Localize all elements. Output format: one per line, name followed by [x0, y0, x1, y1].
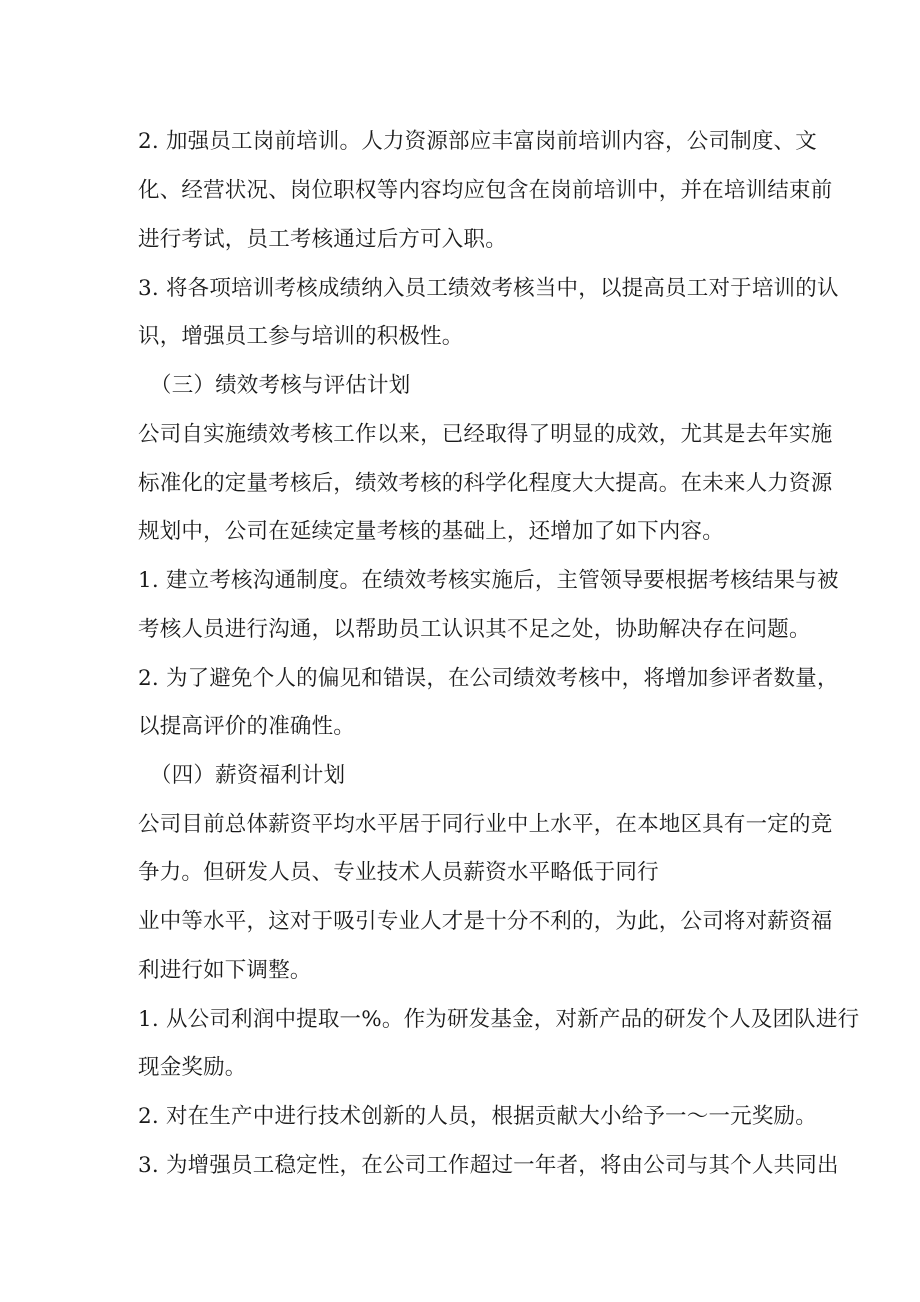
paragraph-line: 业中等水平，这对于吸引专业人才是十分不利的，为此，公司将对薪资福 [138, 909, 833, 934]
paragraph-line: 3. 为增强员工稳定性，在公司工作超过一年者，将由公司与其个人共同出 [138, 1153, 839, 1178]
paragraph-line: 1. 从公司利润中提取一%。作为研发基金，对新产品的研发个人及团队进行 [138, 1007, 860, 1032]
section-heading: （三）绩效考核与评估计划 [150, 373, 411, 398]
paragraph-line: 化、经营状况、岗位职权等内容均应包含在岗前培训中，并在培训结束前 [138, 178, 833, 203]
paragraph-line: 标准化的定量考核后，绩效考核的科学化程度大大提高。在未来人力资源 [138, 471, 833, 496]
paragraph-line: 3. 将各项培训考核成绩纳入员工绩效考核当中，以提高员工对于培训的认 [138, 276, 839, 301]
paragraph-line: 考核人员进行沟通，以帮助员工认识其不足之处，协助解决存在问题。 [138, 617, 811, 642]
paragraph-line: 利进行如下调整。 [138, 958, 312, 983]
section-heading: （四）薪资福利计划 [150, 763, 346, 788]
paragraph-line: 争力。但研发人员、专业技术人员薪资水平略低于同行 [138, 860, 659, 885]
paragraph-line: 2. 对在生产中进行技术创新的人员，根据贡献大小给予一～一元奖励。 [138, 1104, 817, 1129]
paragraph-line: 规划中，公司在延续定量考核的基础上，还增加了如下内容。 [138, 519, 724, 544]
paragraph-line: 2. 加强员工岗前培训。人力资源部应丰富岗前培训内容，公司制度、文 [138, 129, 817, 154]
paragraph-line: 现金奖励。 [138, 1055, 247, 1080]
paragraph-line: 进行考试，员工考核通过后方可入职。 [138, 227, 507, 252]
paragraph-line: 识，增强员工参与培训的积极性。 [138, 324, 464, 349]
paragraph-line: 1. 建立考核沟通制度。在绩效考核实施后，主管领导要根据考核结果与被 [138, 568, 839, 593]
paragraph-line: 以提高评价的准确性。 [138, 714, 356, 739]
paragraph-line: 2. 为了避免个人的偏见和错误，在公司绩效考核中，将增加参评者数量， [138, 666, 839, 691]
paragraph-line: 公司自实施绩效考核工作以来，已经取得了明显的成效，尤其是去年实施 [138, 422, 833, 447]
paragraph-line: 公司目前总体薪资平均水平居于同行业中上水平，在本地区具有一定的竞 [138, 812, 833, 837]
